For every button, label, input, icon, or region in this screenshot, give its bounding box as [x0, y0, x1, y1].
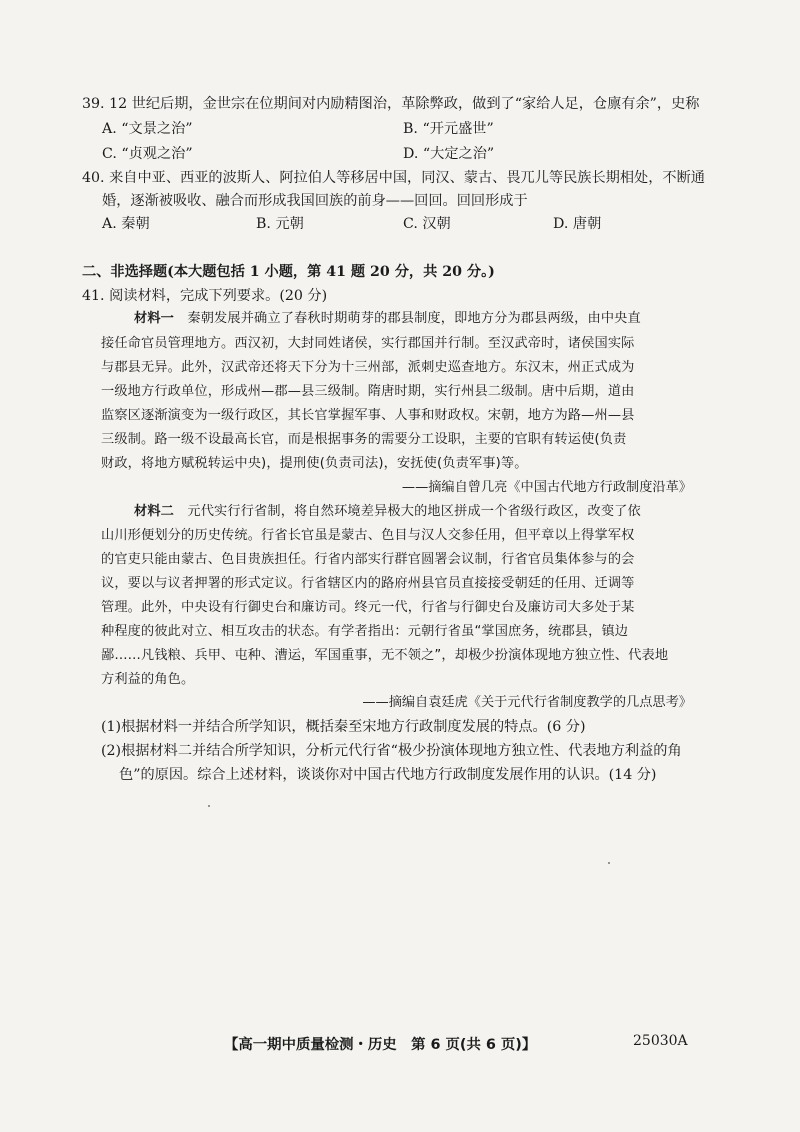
q40-option-d: D. 唐朝	[553, 216, 602, 232]
section-heading: 二、非选择题(本大题包括 1 小题，第 41 题 20 分，共 20 分。)	[82, 264, 495, 280]
page-footer: 【高一期中质量检测・历史 第 6 页(共 6 页)】	[224, 1037, 537, 1053]
q41-sub2-line2: 色”的原因。综合上述材料，谈谈你对中国古代地方行政制度发展作用的认识。(14 分)	[119, 767, 657, 783]
q39-option-a: A. “文景之治”	[102, 121, 193, 137]
q40-option-a: A. 秦朝	[102, 216, 150, 232]
q40-stem-line1: 40. 来自中亚、西亚的波斯人、阿拉伯人等移居中国，同汉、蒙古、畏兀儿等民族长期相处，不断通	[82, 170, 705, 186]
q39-option-d: D. “大定之治”	[403, 146, 495, 162]
q39-option-c: C. “贞观之治”	[102, 146, 193, 162]
material2-line: 的官吏只能由蒙古、色目贵族担任。行省内部实行群官圆署会议制，行省官员集体参与的会	[101, 552, 635, 567]
material1-line: 与郡县无异。此外，汉武帝还将天下分为十三州部，派刺史巡查地方。东汉末，州正式成为	[101, 360, 635, 375]
material1-source: ——摘编自曾几亮《中国古代地方行政制度沿革》	[401, 480, 692, 495]
scan-speck	[208, 805, 210, 807]
material2-source: ——摘编自袁廷虎《关于元代行省制度教学的几点思考》	[362, 695, 692, 710]
q39-stem: 39. 12 世纪后期，金世宗在位期间对内励精图治，革除弊政，做到了“家给人足，仓廪有余”，史称	[82, 96, 700, 112]
material1-line: 财政，将地方赋税转运中央)，提刑使(负责司法)，安抚使(负责军事)等。	[101, 456, 528, 471]
q41-sub1: (1)根据材料一并结合所学知识，概括秦至宋地方行政制度发展的特点。(6 分)	[101, 719, 586, 735]
material1-label: 材料一	[134, 311, 175, 326]
material2-line: 山川形便划分的历史传统。行省长官虽是蒙古、色目与汉人交参任用，但平章以上得掌军权	[101, 528, 635, 543]
material2-line: 种程度的彼此对立、相互攻击的状态。有学者指出：元朝行省虽“掌国庶务，统郡县，镇边	[101, 624, 629, 639]
q39-option-b: B. “开元盛世”	[403, 121, 494, 137]
material2-label: 材料二	[134, 504, 175, 519]
material2-line: 管理。此外，中央设有行御史台和廉访司。终元一代，行省与行御史台及廉访司大多处于某	[101, 600, 635, 615]
material1-line: 监察区逐渐演变为一级行政区，其长官掌握军事、人事和财政权。宋朝，地方为路—州—县	[101, 408, 635, 423]
scan-speck	[608, 862, 610, 864]
q40-option-b: B. 元朝	[256, 216, 304, 232]
q41-sub2-line1: (2)根据材料二并结合所学知识，分析元代行省“极少扮演体现地方独立性、代表地方利益的角	[101, 743, 682, 759]
material2-line: 议，要以与议者押署的形式定议。行省辖区内的路府州县官员直接接受朝廷的任用、迁调等	[101, 576, 635, 591]
material1-line: 接任命官员管理地方。西汉初，大封同姓诸侯，实行郡国并行制。至汉武帝时，诸侯国实际	[101, 336, 635, 351]
q41-intro: 41. 阅读材料，完成下列要求。(20 分)	[82, 288, 328, 304]
material2-line: 鄙……凡钱粮、兵甲、屯种、漕运，军国重事，无不领之”，却极少扮演体现地方独立性、代表地	[101, 648, 669, 663]
material2-text: 元代实行行省制，将自然环境差异极大的地区拼成一个省级行政区，改变了依	[187, 504, 641, 519]
material1-text: 秦朝发展并确立了春秋时期萌芽的郡县制度，即地方分为郡县两级，由中央直	[187, 311, 641, 326]
material1-line	[134, 309, 641, 329]
exam-code: 25030A	[633, 1033, 688, 1049]
material2-line: 方利益的角色。	[101, 672, 195, 687]
material1-line: 一级地方行政单位，形成州—郡—县三级制。隋唐时期，实行州县二级制。唐中后期，道由	[101, 384, 635, 399]
material1-line: 三级制。路一级不设最高长官，而是根据事务的需要分工设职，主要的官职有转运使(负责	[101, 432, 627, 447]
q40-stem-line2: 婚，逐渐被吸收、融合而形成我国回族的前身——回回。回回形成于	[102, 193, 528, 209]
q40-option-c: C. 汉朝	[403, 216, 451, 232]
material2-line	[134, 502, 641, 522]
